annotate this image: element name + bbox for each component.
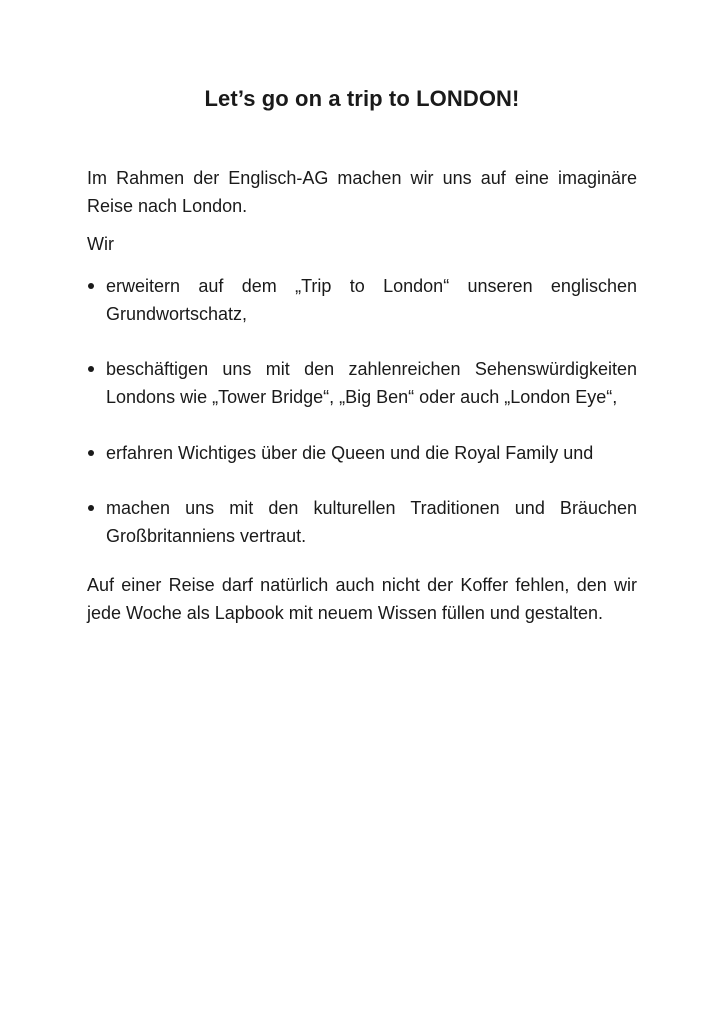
bullet-icon: [88, 283, 94, 289]
bullet-icon: [88, 505, 94, 511]
document-title: Let’s go on a trip to LONDON!: [204, 86, 520, 111]
text-line: erfahren Wichtiges über die Queen und die Royal Family und: [106, 443, 594, 463]
text-line: erweitern auf dem „Trip to London“ unseren englischen: [106, 276, 637, 296]
text-line: Großbritanniens vertraut.: [106, 526, 307, 546]
text-line: Im Rahmen der Englisch-AG machen wir uns auf eine imaginäre: [87, 168, 637, 188]
text-line: Grundwortschatz,: [106, 304, 248, 324]
bullet-icon: [88, 366, 94, 372]
bullet-item: [87, 355, 637, 411]
paragraph: [87, 571, 637, 627]
text-line: Londons wie „Tower Bridge“, „Big Ben“ oder auch „London Eye“,: [106, 387, 618, 407]
bullet-item: [87, 272, 637, 328]
text-line: beschäftigen uns mit den zahlenreichen Sehenswürdigkeiten: [106, 359, 637, 379]
text-line: machen uns mit den kulturellen Traditionen und Bräuchen: [106, 498, 637, 518]
paragraph: [87, 230, 637, 258]
document-body: [87, 164, 637, 627]
bullet-item: [87, 494, 637, 550]
text-line: Reise nach London.: [87, 196, 248, 216]
text-line: Wir: [87, 234, 114, 254]
bullet-item: [87, 439, 637, 467]
text-line: Auf einer Reise darf natürlich auch nicht der Koffer fehlen, den wir: [87, 575, 637, 595]
text-line: jede Woche als Lapbook mit neuem Wissen füllen und gestalten.: [87, 603, 603, 623]
bullet-icon: [88, 450, 94, 456]
paragraph: [87, 164, 637, 220]
